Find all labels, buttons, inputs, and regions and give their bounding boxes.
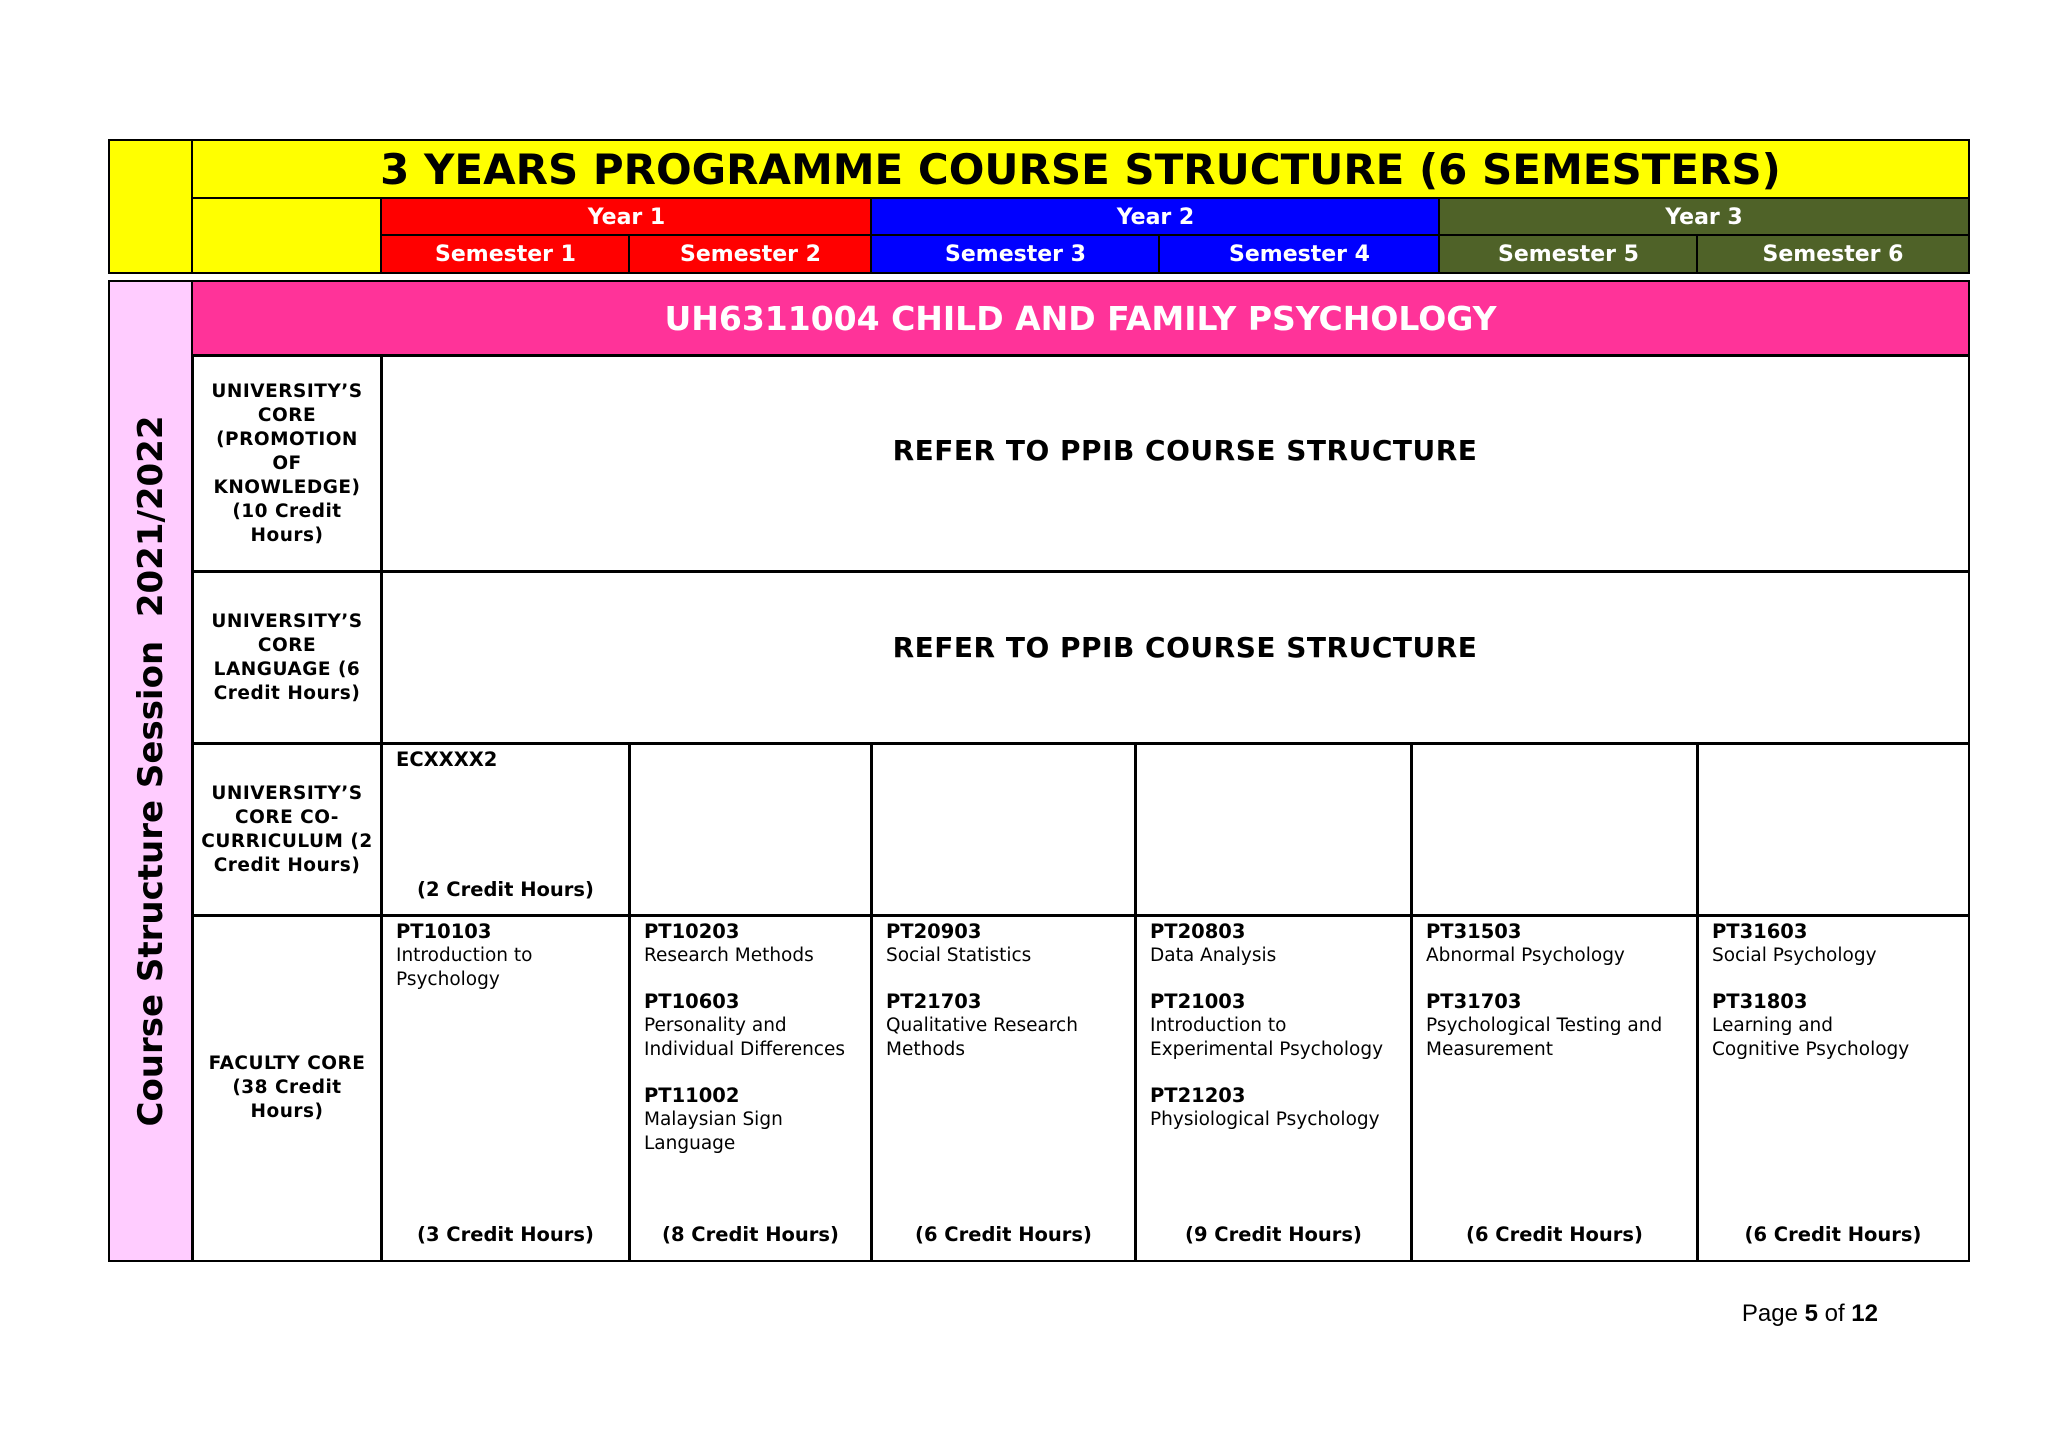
faculty-sem3-credit: (6 Credit Hours) bbox=[915, 1223, 1092, 1246]
promotion-refer-text: REFER TO PPIB COURSE STRUCTURE bbox=[892, 434, 1478, 467]
semester-6-header bbox=[1696, 234, 1970, 274]
course-code: PT21003 bbox=[1150, 990, 1246, 1013]
course-code: PT31603 bbox=[1712, 920, 1808, 943]
course-code: PT10603 bbox=[644, 990, 740, 1013]
year-3-header bbox=[1438, 197, 1970, 237]
course-name: Social Statistics bbox=[886, 945, 1032, 966]
faculty-sem1-courses bbox=[396, 920, 619, 1014]
page-of: of bbox=[1817, 1300, 1852, 1327]
year-3-label: Year 3 bbox=[1665, 204, 1743, 230]
course-name: Introduction to Experimental Psychology bbox=[1150, 1015, 1384, 1060]
year-1-header bbox=[380, 197, 873, 237]
faculty-sem2-cell bbox=[628, 914, 873, 1262]
page-prefix: Page bbox=[1741, 1300, 1805, 1327]
cocurriculum-credit: (2 Credit Hours) bbox=[417, 878, 594, 901]
year-2-label: Year 2 bbox=[1116, 204, 1195, 230]
year-1-label: Year 1 bbox=[587, 204, 666, 230]
semester-1-header bbox=[380, 234, 631, 274]
course-name: Qualitative Research Methods bbox=[886, 1015, 1078, 1060]
promotion-content-cell bbox=[380, 354, 1970, 573]
course-code: PT31803 bbox=[1712, 990, 1808, 1013]
programme-title: UH6311004 CHILD AND FAMILY PSYCHOLOGY bbox=[664, 299, 1497, 338]
session-label bbox=[121, 291, 181, 1251]
semester-4-label: Semester 4 bbox=[1229, 241, 1370, 267]
course-item bbox=[1426, 990, 1689, 1062]
page-total: 12 bbox=[1851, 1300, 1878, 1327]
course-item bbox=[396, 920, 619, 992]
session-side-bar bbox=[108, 280, 194, 1262]
semester-3-label: Semester 3 bbox=[945, 241, 1086, 267]
faculty-sem4-cell bbox=[1134, 914, 1413, 1262]
row-label-language bbox=[191, 570, 383, 745]
faculty-sem3-courses bbox=[886, 920, 1127, 1084]
cocurriculum-sem4-cell bbox=[1134, 742, 1413, 917]
row-label-promotion bbox=[191, 354, 383, 573]
faculty-sem4-credit: (9 Credit Hours) bbox=[1185, 1223, 1362, 1246]
course-code: PT20903 bbox=[886, 920, 982, 943]
course-item bbox=[1150, 920, 1403, 968]
course-item bbox=[644, 990, 863, 1062]
row-label-faculty-text: FACULTY CORE (38 Credit Hours) bbox=[208, 1053, 366, 1122]
programme-title-bar bbox=[191, 280, 1970, 357]
semester-5-header bbox=[1438, 234, 1699, 274]
session-label-text: Course Structure Session 2021/2022 bbox=[131, 415, 171, 1127]
faculty-sem5-courses bbox=[1426, 920, 1689, 1084]
semester-5-label: Semester 5 bbox=[1498, 241, 1639, 267]
semester-4-header bbox=[1158, 234, 1441, 274]
course-code: PT20803 bbox=[1150, 920, 1246, 943]
course-name: Abnormal Psychology bbox=[1426, 945, 1625, 966]
faculty-sem1-cell bbox=[380, 914, 631, 1262]
course-name: Data Analysis bbox=[1150, 945, 1277, 966]
faculty-sem1-credit: (3 Credit Hours) bbox=[417, 1223, 594, 1246]
faculty-sem2-courses bbox=[644, 920, 863, 1178]
faculty-sem4-courses bbox=[1150, 920, 1403, 1154]
faculty-sem6-credit: (6 Credit Hours) bbox=[1744, 1223, 1922, 1246]
cocurriculum-sem3-cell bbox=[870, 742, 1137, 917]
course-code: PT11002 bbox=[644, 1084, 740, 1107]
row-label-promotion-text: UNIVERSITY’S CORE (PROMOTION OF KNOWLEDGE) (10 Credit Hours) bbox=[211, 380, 363, 546]
language-content-cell bbox=[380, 570, 1970, 745]
course-item bbox=[644, 1084, 863, 1156]
faculty-sem6-cell bbox=[1696, 914, 1970, 1262]
course-code: PT21203 bbox=[1150, 1084, 1246, 1107]
faculty-sem6-courses bbox=[1712, 920, 1960, 1084]
page-current: 5 bbox=[1804, 1300, 1818, 1327]
course-name: Psychological Testing and Measurement bbox=[1426, 1015, 1663, 1060]
cocurriculum-sem1-cell bbox=[380, 742, 631, 917]
faculty-sem5-cell bbox=[1410, 914, 1699, 1262]
course-name: Malaysian Sign Language bbox=[644, 1109, 783, 1154]
row-label-faculty bbox=[191, 914, 383, 1262]
page-number bbox=[1742, 1300, 1878, 1328]
course-name: Social Psychology bbox=[1712, 945, 1877, 966]
course-code: PT21703 bbox=[886, 990, 982, 1013]
course-item bbox=[1150, 990, 1403, 1062]
year-2-header bbox=[870, 197, 1441, 237]
course-name: Research Methods bbox=[644, 945, 814, 966]
cocurriculum-code: ECXXXX2 bbox=[396, 748, 498, 771]
course-name: Introduction to Psychology bbox=[396, 945, 533, 990]
course-code: PT31503 bbox=[1426, 920, 1522, 943]
course-code: PT10103 bbox=[396, 920, 492, 943]
semester-2-label: Semester 2 bbox=[680, 241, 821, 267]
cocurriculum-sem6-cell bbox=[1696, 742, 1970, 917]
row-label-cocurriculum bbox=[191, 742, 383, 917]
course-item bbox=[886, 920, 1127, 968]
header-year-label-block bbox=[191, 197, 383, 274]
semester-2-header bbox=[628, 234, 873, 274]
semester-3-header bbox=[870, 234, 1161, 274]
course-name: Physiological Psychology bbox=[1150, 1109, 1380, 1130]
cocurriculum-sem2-cell bbox=[628, 742, 873, 917]
course-item bbox=[1426, 920, 1689, 968]
semester-6-label: Semester 6 bbox=[1762, 241, 1904, 267]
course-code: PT10203 bbox=[644, 920, 740, 943]
faculty-sem2-credit: (8 Credit Hours) bbox=[662, 1223, 839, 1246]
page-title-text: 3 YEARS PROGRAMME COURSE STRUCTURE (6 SEMESTERS) bbox=[380, 145, 1781, 194]
course-item bbox=[1150, 1084, 1403, 1132]
header-left-block bbox=[108, 139, 194, 274]
course-item bbox=[886, 990, 1127, 1062]
cocurriculum-sem5-cell bbox=[1410, 742, 1699, 917]
faculty-sem5-credit: (6 Credit Hours) bbox=[1466, 1223, 1643, 1246]
course-item bbox=[1712, 920, 1960, 968]
language-refer-text: REFER TO PPIB COURSE STRUCTURE bbox=[892, 631, 1478, 664]
course-item bbox=[1712, 990, 1960, 1062]
page-title bbox=[191, 139, 1970, 200]
course-code: PT31703 bbox=[1426, 990, 1522, 1013]
row-label-cocurriculum-text: UNIVERSITY’S CORE CO-CURRICULUM (2 Credit Hours) bbox=[201, 782, 373, 876]
faculty-sem3-cell bbox=[870, 914, 1137, 1262]
course-name: Learning and Cognitive Psychology bbox=[1712, 1015, 1910, 1060]
course-item bbox=[644, 920, 863, 968]
course-name: Personality and Individual Differences bbox=[644, 1015, 845, 1060]
row-label-language-text: UNIVERSITY’S CORE LANGUAGE (6 Credit Hours) bbox=[211, 610, 363, 704]
semester-1-label: Semester 1 bbox=[435, 241, 576, 267]
